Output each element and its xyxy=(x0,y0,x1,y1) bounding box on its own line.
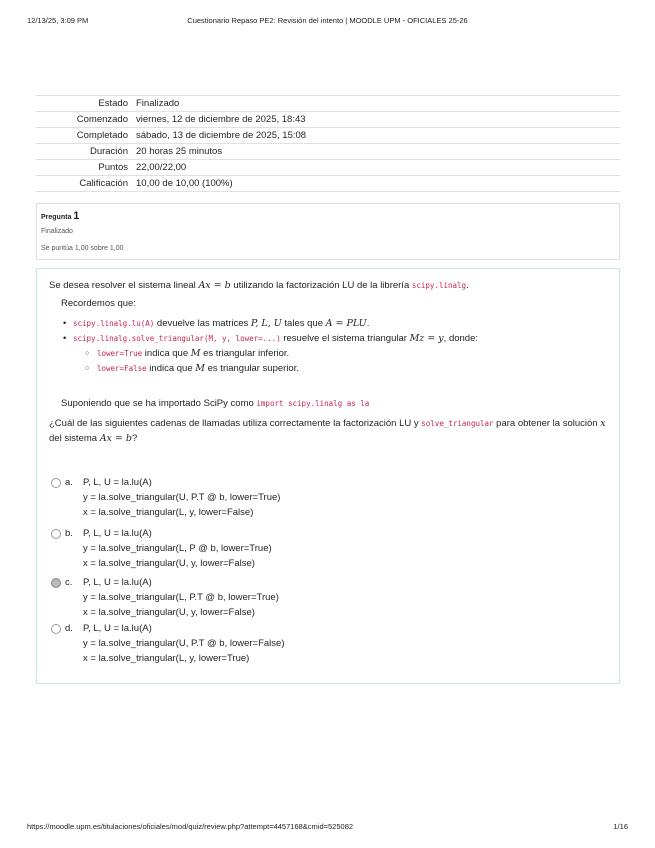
radio-button[interactable] xyxy=(51,478,61,488)
math-expression: Ax = b xyxy=(198,280,231,291)
prompt-text: del sistema xyxy=(49,433,100,444)
math-expression: M xyxy=(195,363,205,374)
summary-value: viernes, 12 de diciembre de 2025, 18:43 xyxy=(134,112,620,128)
list-item xyxy=(63,331,478,346)
summary-row xyxy=(36,160,620,176)
question-info-box xyxy=(36,203,620,260)
summary-label: Duración xyxy=(36,144,134,160)
option-letter: b. xyxy=(65,528,73,539)
list-text: indica que xyxy=(146,363,196,374)
print-title: Cuestionario Repaso PE2: Revisión del intento | MOODLE UPM - OFICIALES 25-26 xyxy=(187,16,468,25)
option-line: y = la.solve_triangular(U, P.T @ b, lower=True) xyxy=(83,492,281,503)
summary-row xyxy=(36,176,620,192)
code-snippet: import scipy.linalg as la xyxy=(256,399,370,408)
question-number-value: 1 xyxy=(73,210,80,222)
print-datetime: 12/13/25, 3:09 PM xyxy=(27,16,89,25)
list-text: , donde: xyxy=(443,333,479,344)
recordemos-label: Recordemos que: xyxy=(61,298,136,309)
list-item xyxy=(63,316,478,331)
summary-value: 10,00 de 10,00 (100%) xyxy=(134,176,620,192)
option-letter: c. xyxy=(65,577,73,588)
math-expression: Mz = y xyxy=(409,333,444,344)
intro-text: utilizando la factorización LU de la librería xyxy=(230,280,412,291)
option-line: x = la.solve_triangular(U, y, lower=False) xyxy=(83,558,255,569)
summary-row xyxy=(36,96,620,112)
radio-button[interactable] xyxy=(51,529,61,539)
math-expression: x xyxy=(600,418,606,429)
sub-list-item xyxy=(63,361,478,376)
intro-text: . xyxy=(466,280,469,291)
question-intro xyxy=(49,280,469,291)
option-line: x = la.solve_triangular(L, y, lower=False) xyxy=(83,507,254,518)
prompt-text: ¿Cuál de las siguientes cadenas de llamadas utiliza correctamente la factorización LU y xyxy=(49,418,422,429)
code-snippet: scipy.linalg.solve_triangular(M, y, lower=...) xyxy=(73,334,281,343)
code-snippet: solve_triangular xyxy=(421,419,494,428)
summary-label: Puntos xyxy=(36,160,134,176)
option-letter: d. xyxy=(65,623,73,634)
prompt-text: para obtener la solución xyxy=(493,418,601,429)
option-line: y = la.solve_triangular(U, P.T @ b, lower=False) xyxy=(83,638,285,649)
summary-row xyxy=(36,144,620,160)
radio-button[interactable] xyxy=(51,624,61,634)
sub-list-item xyxy=(63,346,478,361)
question-label: Pregunta xyxy=(41,214,72,221)
list-text: es triangular inferior. xyxy=(200,348,290,359)
option-code xyxy=(83,623,285,668)
summary-label: Completado xyxy=(36,128,134,144)
print-footer xyxy=(27,822,628,834)
math-expression: Ax = b xyxy=(99,433,132,444)
list-text: tales que xyxy=(281,318,326,329)
summary-value: Finalizado xyxy=(134,96,620,112)
recall-list xyxy=(63,316,478,376)
option-line: y = la.solve_triangular(L, P.T @ b, lower=True) xyxy=(83,592,279,603)
summary-value: 22,00/22,00 xyxy=(134,160,620,176)
list-text: es triangular superior. xyxy=(205,363,299,374)
code-snippet: scipy.linalg xyxy=(411,281,467,290)
code-snippet: lower=True xyxy=(97,349,143,358)
intro-text: Se desea resolver el sistema lineal xyxy=(49,280,199,291)
summary-label: Estado xyxy=(36,96,134,112)
option-code xyxy=(83,477,280,522)
option-letter: a. xyxy=(65,477,73,488)
list-text: . xyxy=(366,318,370,329)
import-text: Suponiendo que se ha importado SciPy como xyxy=(61,398,257,409)
list-text: devuelve las matrices xyxy=(154,318,251,329)
option-line: P, L, U = la.lu(A) xyxy=(83,528,152,539)
option-code xyxy=(83,528,272,573)
question-number xyxy=(41,210,79,222)
option-line: P, L, U = la.lu(A) xyxy=(83,577,152,588)
prompt-text: ? xyxy=(132,433,138,444)
math-expression: A = PLU xyxy=(325,318,367,329)
summary-row xyxy=(36,128,620,144)
option-line: x = la.solve_triangular(L, y, lower=True) xyxy=(83,653,250,664)
print-url: https://moodle.upm.es/titulaciones/oficiales/mod/quiz/review.php?attempt=4457168&cmid=525082 xyxy=(27,822,354,831)
option-code xyxy=(83,577,279,622)
list-text: indica que xyxy=(142,348,191,359)
summary-value: 20 horas 25 minutos xyxy=(134,144,620,160)
summary-label: Calificación xyxy=(36,176,134,192)
print-page-number: 1/16 xyxy=(613,822,628,831)
option-line: x = la.solve_triangular(U, y, lower=False) xyxy=(83,607,255,618)
code-snippet: scipy.linalg.lu(A) xyxy=(73,319,155,328)
summary-value: sábado, 13 de diciembre de 2025, 15:08 xyxy=(134,128,620,144)
print-header xyxy=(27,16,628,28)
import-note xyxy=(61,398,369,409)
question-content-box xyxy=(36,268,620,684)
summary-label: Comenzado xyxy=(36,112,134,128)
option-line: P, L, U = la.lu(A) xyxy=(83,477,152,488)
attempt-summary-table xyxy=(36,95,620,192)
summary-row xyxy=(36,112,620,128)
code-snippet: lower=False xyxy=(97,364,147,373)
question-prompt xyxy=(49,416,611,446)
math-expression: M xyxy=(190,348,201,359)
math-expression: P, L, U xyxy=(250,318,282,329)
question-grade: Se puntúa 1,00 sobre 1,00 xyxy=(41,245,124,252)
radio-button-selected[interactable] xyxy=(51,578,61,588)
option-line: P, L, U = la.lu(A) xyxy=(83,623,152,634)
list-text: resuelve el sistema triangular xyxy=(280,333,410,344)
option-line: y = la.solve_triangular(L, P @ b, lower=True) xyxy=(83,543,272,554)
question-state: Finalizado xyxy=(41,228,73,235)
